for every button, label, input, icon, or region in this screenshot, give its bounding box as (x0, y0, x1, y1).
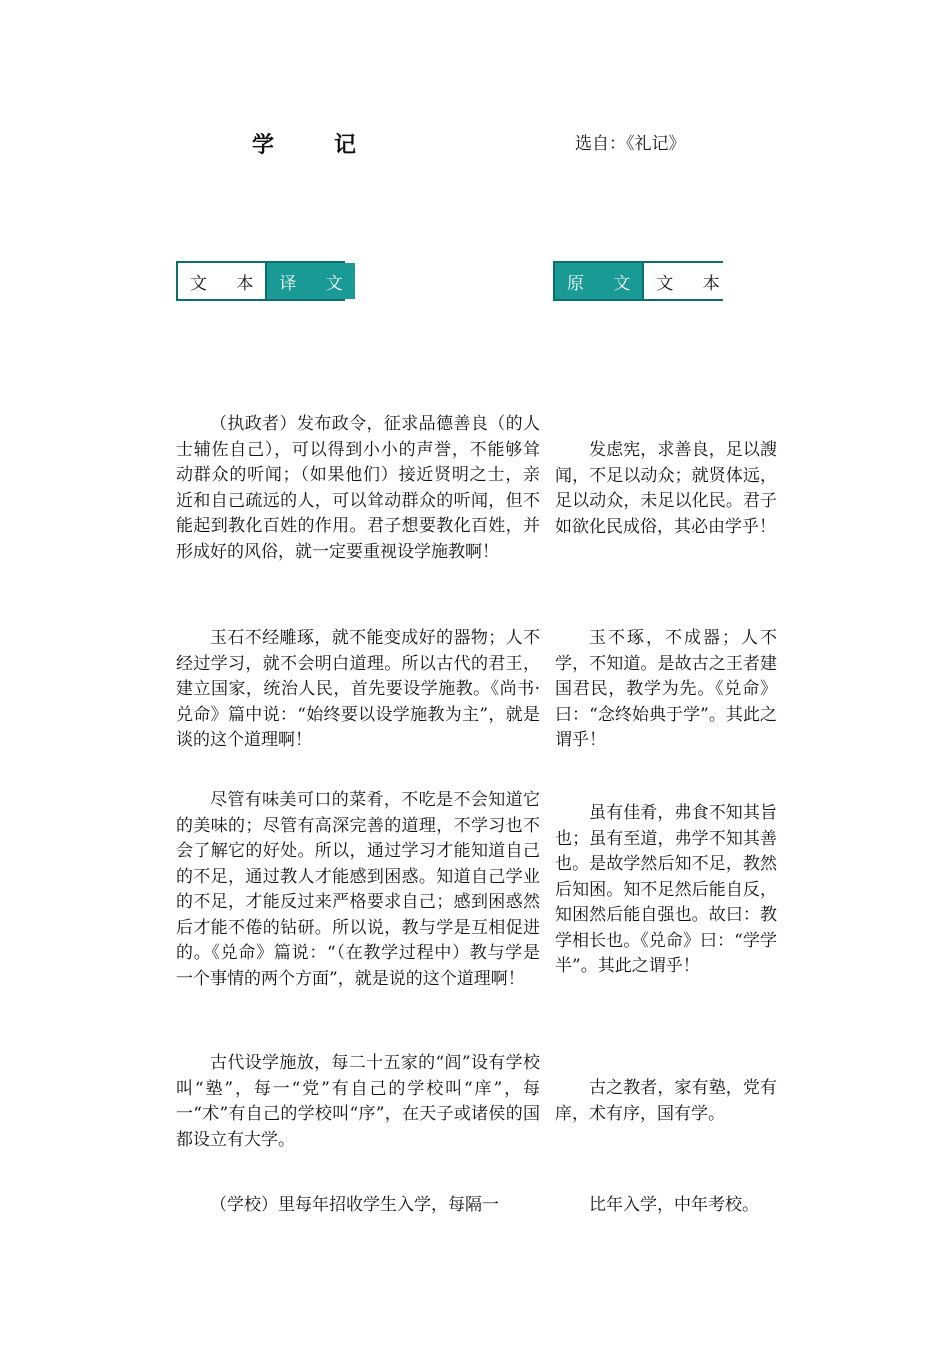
page-title: 学记 (252, 133, 417, 158)
translation-tab-group (176, 261, 355, 301)
translation-paragraph: （执政者）发布政令，征求品德善良（的人士辅佐自己），可以得到小小的声誉，不能够耸动群众的听闻；（如果他们）接近贤明之士，亲近和自己疏远的人，可以耸动群众的听闻，但不能起到教化百姓的作用。君子想要教化百姓，并形成好的风俗，就一定要重视设学施教啊！ (176, 414, 540, 562)
original-tab-group (553, 261, 732, 301)
translation-paragraph: 玉石不经雕琢，就不能变成好的器物；人不经过学习，就不会明白道理。所以古代的君王，建立国家，统治人民，首先要设学施教。《尚书·兑命》篇中说：“始终要以设学施教为主”，就是谈的这个道理啊！ (176, 628, 540, 750)
tab-text-right[interactable]: 文 本 (644, 263, 731, 299)
original-paragraph: 古之教者，家有塾，党有庠，术有序，国有学。 (555, 1078, 777, 1124)
source-citation: 选自：《礼记》 (575, 134, 686, 154)
original-paragraph: 玉不琢，不成器；人不学，不知道。是故古之王者建国君民，教学为先。《兑命》曰：“念终始典于学”。其此之谓乎！ (555, 628, 777, 750)
original-paragraph: 发虑宪，求善良，足以謏闻，不足以动众；就贤体远，足以动众，未足以化民。君子如欲化民成俗，其必由学乎！ (555, 440, 777, 537)
original-paragraph: 虽有佳肴，弗食不知其旨也；虽有至道，弗学不知其善也。是故学然后知不足，教然后知困。知不足然后能自反，知困然后能自强也。故曰：教学相长也。《兑命》曰：“学学半”。其此之谓乎！ (555, 803, 777, 976)
original-paragraph: 比年入学，中年考校。 (589, 1195, 759, 1215)
translation-paragraph: 尽管有味美可口的菜肴，不吃是不会知道它的美味的；尽管有高深完善的道理，不学习也不会了解它的好处。所以，通过学习才能知道自己的不足，通过教人才能感到困惑。知道自己学业的不足，才能反过来严格要求自己；感到困惑然后才能不倦的钻研。所以说，教与学是互相促进的。《兑命》篇说：“（在教学过程中）教与学是一个事情的两个方面”，就是说的这个道理啊！ (176, 790, 540, 989)
translation-paragraph: （学校）里每年招收学生入学，每隔一 (210, 1195, 499, 1215)
tab-text-left[interactable]: 文 本 (178, 263, 267, 299)
translation-paragraph: 古代设学施放，每二十五家的“闾”设有学校叫“塾”，每一“党”有自己的学校叫“庠”，每一“术”有自己的学校叫“序”，在天子或诸侯的国都设立有大学。 (176, 1053, 540, 1150)
tab-original[interactable]: 原 文 (555, 263, 644, 299)
tab-translation[interactable]: 译 文 (267, 263, 354, 299)
